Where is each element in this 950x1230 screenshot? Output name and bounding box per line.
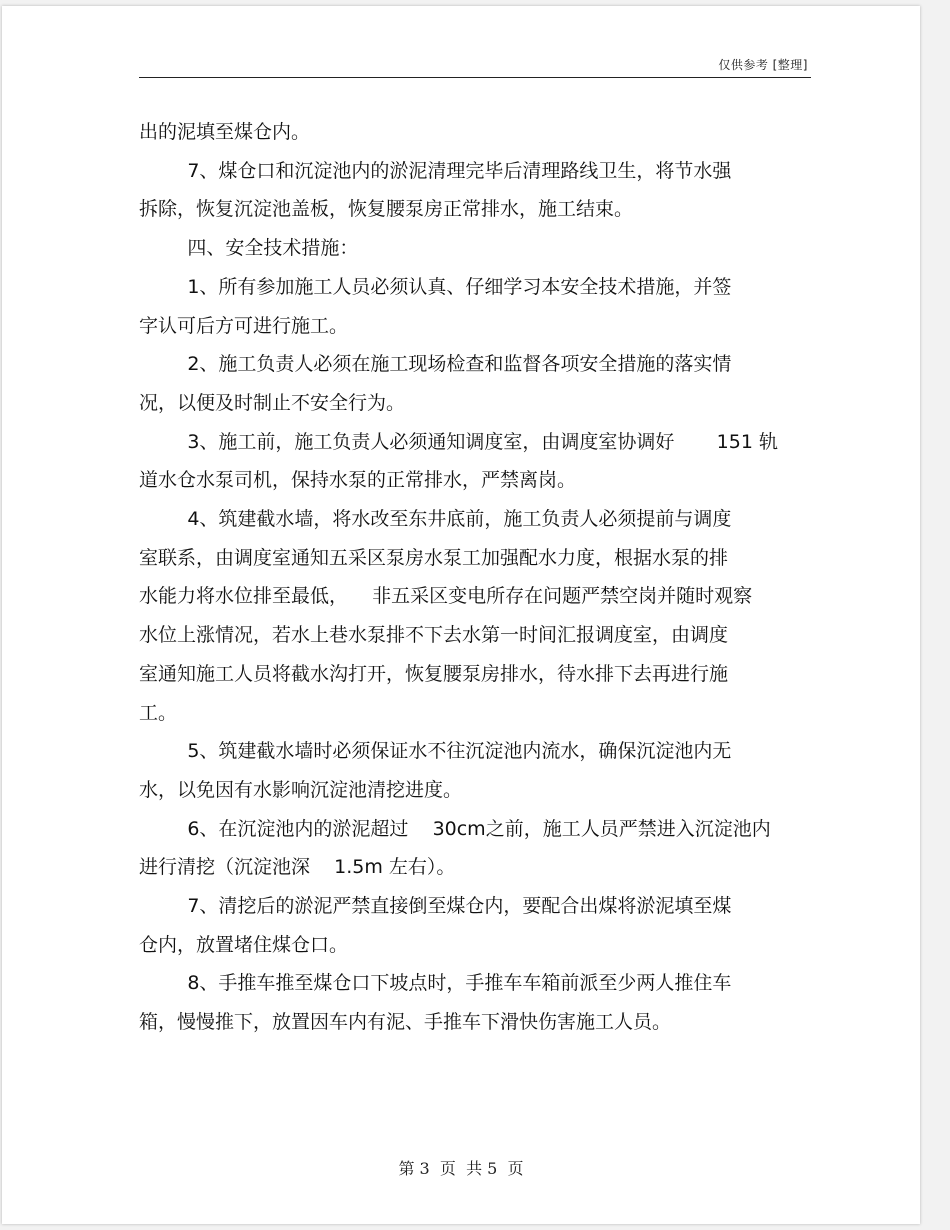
section-heading: 四、安全技术措施： [139, 237, 359, 260]
text-line: 字认可后方可进行施工。 [139, 314, 349, 337]
text-line: 室联系，由调度室通知五采区泵房水泵工加强配水力度，根据水泵的排 [139, 546, 729, 569]
text-line: 1、所有参加施工人员必须认真、仔细学习本安全技术措施，并签 [139, 275, 732, 298]
text-line: 水能力将水位排至最低， 非五采区变电所存在问题严禁空岗并随时观察 [139, 585, 753, 608]
document-body [139, 113, 811, 1042]
text-line: 6、在沉淀池内的淤泥超过 30cm之前，施工人员严禁进入沉淀池内 [139, 817, 771, 840]
text-line: 水，以免因有水影响沉淀池清挖进度。 [139, 778, 463, 801]
header-note: 仅供参考 [整理] [718, 58, 808, 72]
text-line: 3、施工前，施工负责人必须通知调度室，由调度室协调好 151 轨 [139, 430, 778, 453]
text-line: 工。 [139, 701, 178, 724]
text-line: 道水仓水泵司机，保持水泵的正常排水，严禁离岗。 [139, 469, 577, 492]
text-line: 况，以便及时制止不安全行为。 [139, 391, 406, 414]
text-line: 7、煤仓口和沉淀池内的淤泥清理完毕后清理路线卫生，将节水强 [139, 159, 732, 182]
text-line: 仓内，放置堵住煤仓口。 [139, 933, 349, 956]
text-line: 出的泥填至煤仓内。 [139, 121, 311, 143]
text-line: 7、清挖后的淤泥严禁直接倒至煤仓内，要配合出煤将淤泥填至煤 [139, 895, 732, 918]
header-divider [139, 77, 811, 78]
text-line: 进行清挖（沉淀池深 1.5m 左右）。 [139, 856, 456, 879]
text-line: 4、筑建截水墙，将水改至东井底前，施工负责人必须提前与调度 [139, 508, 732, 531]
page-number: 第 3 页 共 5 页 [398, 1159, 524, 1178]
text-line: 室通知施工人员将截水沟打开，恢复腰泵房排水，待水排下去再进行施 [139, 662, 729, 685]
text-line: 箱，慢慢推下，放置因车内有泥、手推车下滑快伤害施工人员。 [139, 1011, 672, 1034]
document-page [2, 6, 920, 1224]
text-line: 水位上涨情况，若水上巷水泵排不下去水第一时间汇报调度室，由调度 [139, 624, 729, 647]
text-line: 8、手推车推至煤仓口下坡点时，手推车车箱前派至少两人推住车 [139, 972, 732, 995]
text-line: 拆除，恢复沉淀池盖板，恢复腰泵房正常排水，施工结束。 [139, 198, 634, 221]
text-line: 5、筑建截水墙时必须保证水不往沉淀池内流水，确保沉淀池内无 [139, 740, 732, 763]
text-line: 2、施工负责人必须在施工现场检查和监督各项安全措施的落实情 [139, 353, 732, 376]
